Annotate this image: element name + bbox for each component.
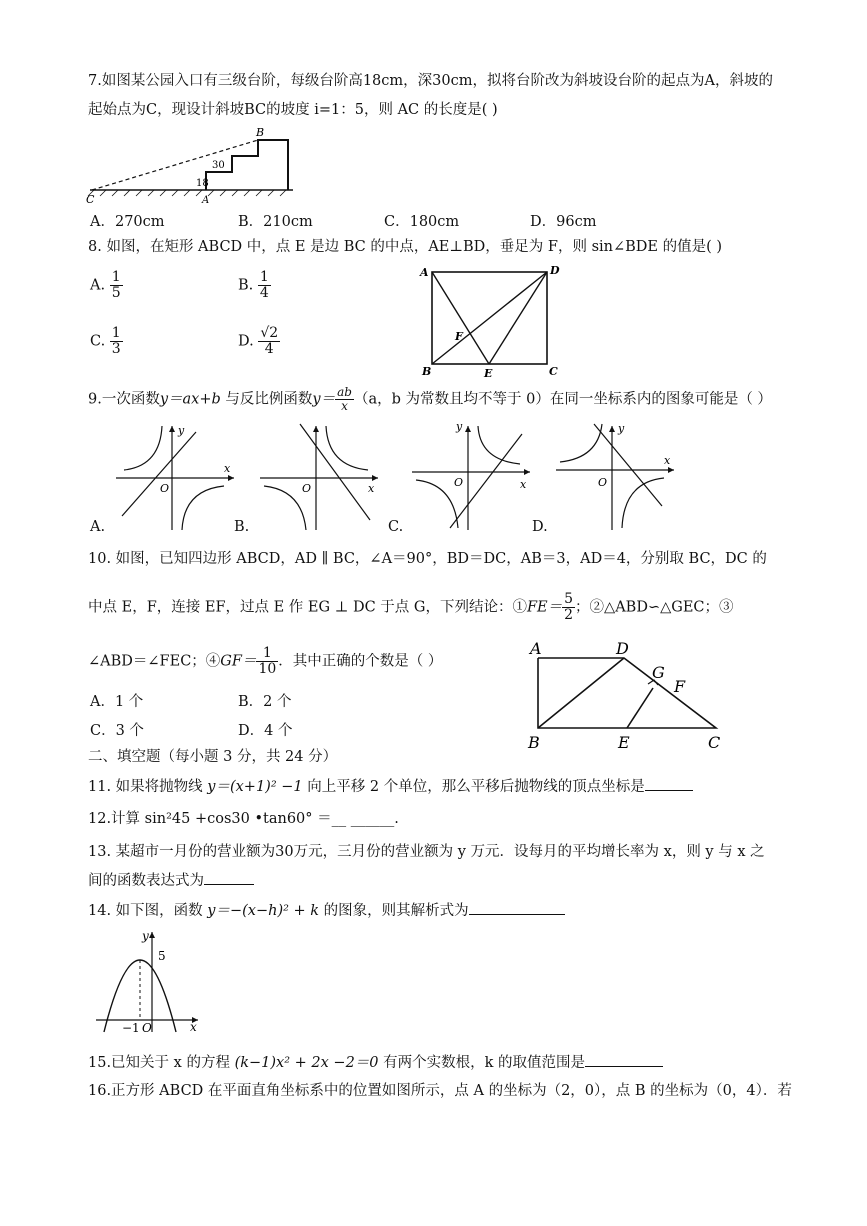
q13-line1: 13. 某超市一月份的营业额为30万元，三月份的营业额为 y 万元．设每月的平均增长率为 x，则 y 与 x 之 xyxy=(88,844,765,860)
svg-text:G: G xyxy=(652,663,665,682)
q9-label-d: D. xyxy=(532,519,548,535)
q7-option-c: C．180cm xyxy=(384,214,460,230)
q10-option-d: D．4 个 xyxy=(238,723,293,739)
q10-option-b: B．2 个 xyxy=(238,694,292,710)
svg-text:D: D xyxy=(550,264,560,277)
svg-text:y: y xyxy=(178,424,185,437)
q14-stem: 14. 如下图，函数 y＝−(x−h)² + k 的图象，则其解析式为 xyxy=(88,902,565,920)
svg-text:x: x xyxy=(520,478,527,491)
q9-stem: 9.一次函数y＝ax+b 与反比例函数y＝ $\frac{ab}{x}$ （a，b 为常数且均不等于 0）在同一坐标系内的图象可能是（ ） xyxy=(88,385,772,413)
q8-option-c: C. $\frac{1}{3}$ xyxy=(90,325,121,357)
svg-text:E: E xyxy=(484,367,493,380)
q9-label-b: B. xyxy=(234,519,250,535)
section-2-heading: 二、填空题（每小题 3 分，共 24 分） xyxy=(88,749,338,765)
svg-text:x: x xyxy=(190,1020,197,1034)
q8-option-d: D. $\frac{√2}{4}$ xyxy=(238,325,279,357)
q15-stem: 15.已知关于 x 的方程 (k−1)x² + 2x −2＝0 有两个实数根，k 的取值范围是 xyxy=(88,1054,663,1072)
q10-option-c: C．3 个 xyxy=(90,723,144,739)
q7-figure xyxy=(88,124,298,206)
svg-text:A: A xyxy=(530,639,542,658)
q14-figure xyxy=(94,928,214,1034)
q7-label-a: A xyxy=(202,195,210,206)
q8-option-a: A. $\frac{1}{5}$ xyxy=(90,269,121,301)
svg-text:E: E xyxy=(618,733,630,752)
q13-line2: 间的函数表达式为 xyxy=(88,872,254,890)
svg-text:O: O xyxy=(142,1021,152,1035)
q10-figure xyxy=(524,638,754,756)
svg-text:y: y xyxy=(142,929,149,943)
q9-graph-a xyxy=(112,420,242,532)
q7-label-depth: 30 xyxy=(212,160,225,171)
q7-label-c: C xyxy=(86,193,95,206)
svg-text:O: O xyxy=(302,482,312,495)
q7-option-d: D．96cm xyxy=(530,214,597,230)
svg-text:−1: −1 xyxy=(122,1021,140,1035)
q10-line2: 中点 E，F，连接 EF，过点 E 作 EG ⊥ DC 于点 G，下列结论：①FE＝ $\frac{5}{2}$ ；②△ABD∽△GEC；③ xyxy=(88,591,734,623)
q9-graph-d xyxy=(552,420,682,532)
q9-graph-b xyxy=(256,420,386,532)
q12-stem: 12.计算 sin²45 +cos30 •tan60° ＝__ ______. xyxy=(88,811,399,827)
svg-text:x: x xyxy=(224,462,231,475)
svg-text:B: B xyxy=(528,733,540,752)
svg-text:O: O xyxy=(160,482,170,495)
svg-text:5: 5 xyxy=(158,949,166,963)
q9-graph-c xyxy=(408,420,538,532)
q10-line3: ∠ABD＝∠FEC；④GF＝ $\frac{1}{10}$ ．其中正确的个数是（ ） xyxy=(88,645,443,677)
svg-text:F: F xyxy=(455,330,463,343)
q7-label-height: 18 xyxy=(196,178,209,189)
svg-text:y: y xyxy=(618,422,625,435)
svg-text:x: x xyxy=(368,482,375,495)
q7-label-b: B xyxy=(256,126,265,139)
q9-label-a: A. xyxy=(90,519,106,535)
svg-text:A: A xyxy=(420,266,429,279)
q11-stem: 11. 如果将抛物线 y＝(x+1)² −1 向上平移 2 个单位，那么平移后抛物线的顶点坐标是 xyxy=(88,778,693,796)
svg-text:D: D xyxy=(616,639,629,658)
q16-stem: 16.正方形 ABCD 在平面直角坐标系中的位置如图所示，点 A 的坐标为（2，0），点 B 的坐标为（0，4）．若 xyxy=(88,1083,792,1099)
q8-option-b: B. $\frac{1}{4}$ xyxy=(238,269,269,301)
q9-label-c: C. xyxy=(388,519,404,535)
svg-text:C: C xyxy=(708,733,721,752)
svg-text:y: y xyxy=(456,420,463,433)
svg-text:x: x xyxy=(664,454,671,467)
svg-text:C: C xyxy=(549,365,558,378)
svg-text:O: O xyxy=(598,476,608,489)
q7-option-b: B．210cm xyxy=(238,214,313,230)
q8-figure xyxy=(418,262,568,380)
q7-line2: 起始点为C，现设计斜坡BC的坡度 i=1：5，则 AC 的长度是( ) xyxy=(88,102,498,118)
q10-option-a: A．1 个 xyxy=(90,694,144,710)
q8-stem: 8. 如图，在矩形 ABCD 中，点 E 是边 BC 的中点，AE⊥BD，垂足为 F，则 sin∠BDE 的值是( ) xyxy=(88,239,723,255)
svg-text:O: O xyxy=(454,476,464,489)
q7-option-a: A．270cm xyxy=(90,214,165,230)
q10-line1: 10. 如图，已知四边形 ABCD，AD ∥ BC，∠A＝90°，BD＝DC，AB＝3，AD＝4，分别取 BC，DC 的 xyxy=(88,551,767,567)
q7-line1: 7.如图某公园入口有三级台阶，每级台阶高18cm，深30cm，拟将台阶改为斜坡设台阶的起点为A，斜坡的 xyxy=(88,73,773,89)
svg-text:F: F xyxy=(674,677,686,696)
svg-text:B: B xyxy=(422,365,432,378)
